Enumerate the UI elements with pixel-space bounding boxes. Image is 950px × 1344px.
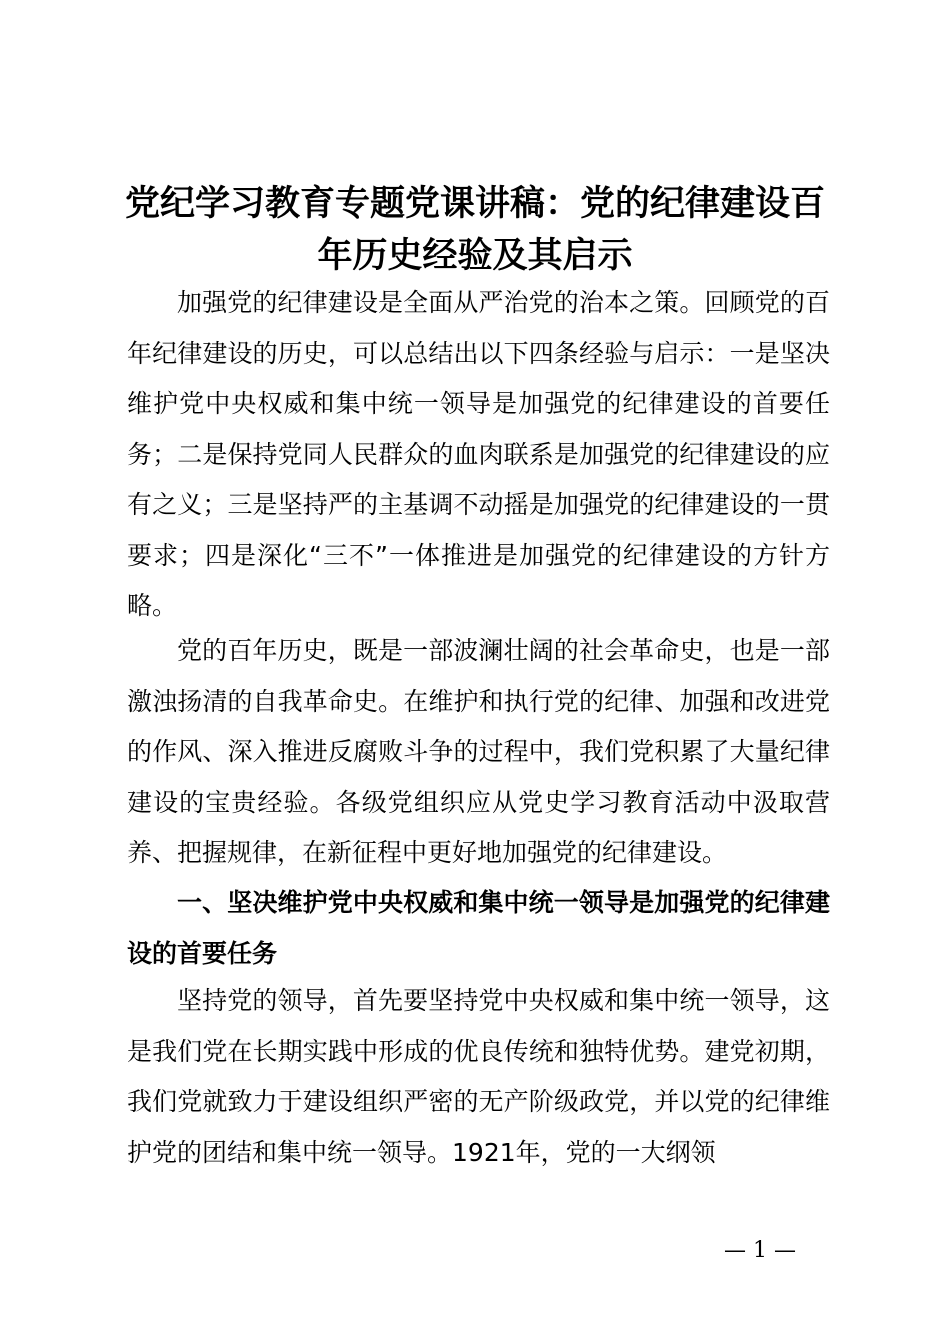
paragraph-history: 党的百年历史，既是一部波澜壮阔的社会革命史，也是一部激浊扬清的自我革命史。在维护和执行党的纪律、加强和改进党的作风、深入推进反腐败斗争的过程中，我们党积累了大量纪律建设的宝贵经验。各级党组织应从党史学习教育活动中汲取营养、把握规律，在新征程中更好地加强党的纪律建设。 [127, 636, 830, 867]
paragraph-section-1: 坚持党的领导，首先要坚持党中央权威和集中统一领导，这是我们党在长期实践中形成的优良传统和独特优势。建党初期，我们党就致力于建设组织严密的无产阶级政党，并以党的纪律维护党的团结和集中统一领导。1921年，党的一大纲领 [127, 986, 830, 1167]
section-heading-1: 一、坚决维护党中央权威和集中统一领导是加强党的纪律建设的首要任务 [127, 888, 830, 968]
document-title: 党纪学习教育专题党课讲稿：党的纪律建设百年历史经验及其启示 [124, 184, 825, 276]
page-number: — 1 — [724, 1238, 796, 1263]
paragraph-intro: 加强党的纪律建设是全面从严治党的治本之策。回顾党的百年纪律建设的历史，可以总结出以下四条经验与启示：一是坚决维护党中央权威和集中统一领导是加强党的纪律建设的首要任务；二是保持党同人民群众的血肉联系是加强党的纪律建设的应有之义；三是坚持严的主基调不动摇是加强党的纪律建设的一贯要求；四是深化“三不”一体推进是加强党的纪律建设的方针方略。 [127, 288, 830, 620]
